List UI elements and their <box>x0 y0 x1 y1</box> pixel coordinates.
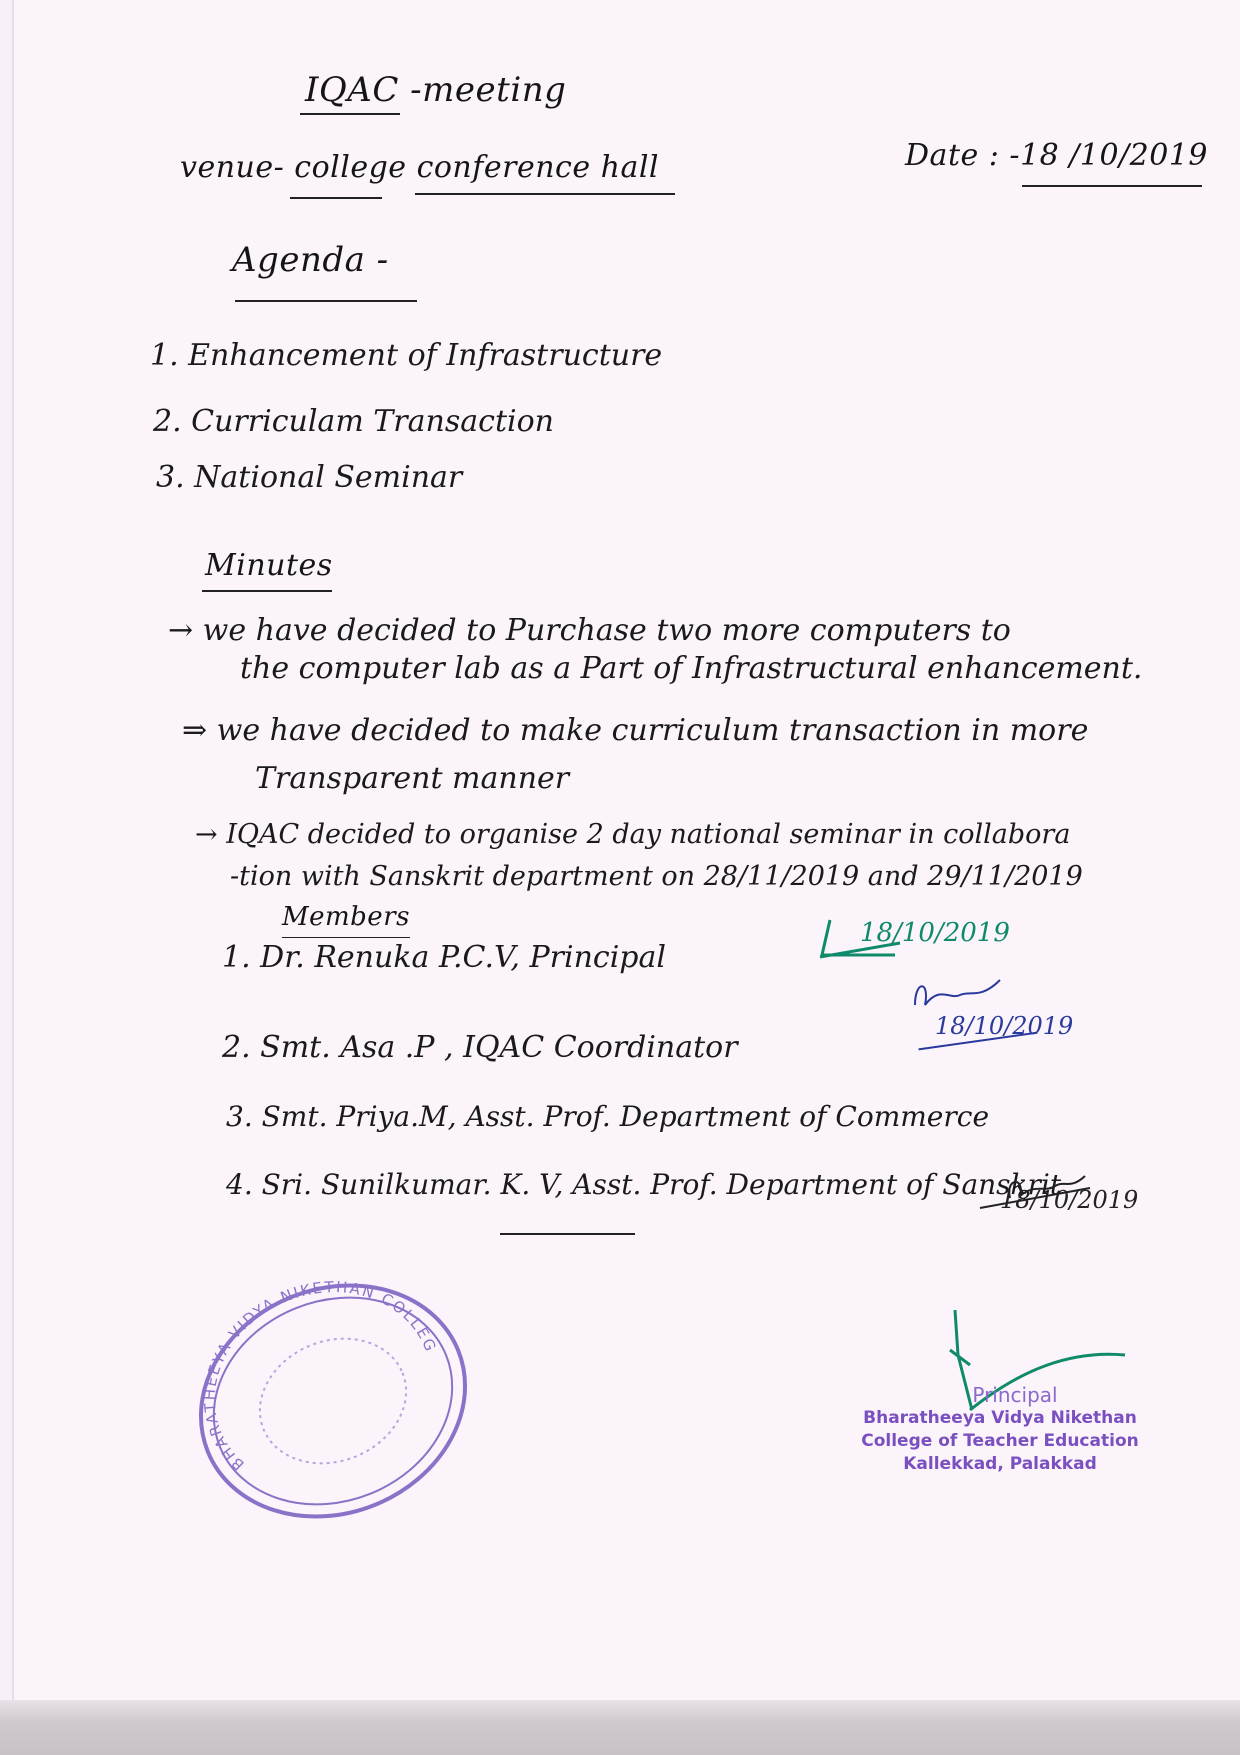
minute-line: the computer lab as a Part of Infrastructural enhancement. <box>240 651 1143 686</box>
agenda-underline <box>235 300 417 302</box>
minute-line: -tion with Sanskrit department on 28/11/2019 and 29/11/2019 <box>230 861 1083 892</box>
member-item: 3. Smt. Priya.M, Asst. Prof. Department of Commerce <box>226 1100 990 1133</box>
stamp-address: Kallekkad, Palakkad <box>903 1454 1097 1474</box>
minute-line: → IQAC decided to organise 2 day national seminar in collabora <box>195 819 1071 850</box>
minute-line: → we have decided to Purchase two more computers to <box>168 613 1011 648</box>
minutes-heading: Minutes <box>205 548 333 583</box>
meeting-date: Date : -18 /10/2019 <box>905 138 1209 173</box>
signature-date-coordinator: 18/10/2019 <box>935 1012 1074 1040</box>
stamp-principal: Principal <box>972 1383 1058 1407</box>
svg-text:BHARATHEEYA VIDYA NIKETHAN COL <box>188 1276 455 1487</box>
end-line <box>500 1233 635 1235</box>
college-seal <box>188 1276 478 1526</box>
agenda-item: 3. National Seminar <box>156 460 463 495</box>
agenda-item: 2. Curriculam Transaction <box>153 404 554 439</box>
signature-date-principal: 18/10/2019 <box>860 918 1010 948</box>
members-underline <box>282 937 410 938</box>
principal-stamp <box>840 1383 1160 1476</box>
date-underline <box>1022 185 1202 187</box>
title-underline <box>300 113 400 115</box>
member-item: 4. Sri. Sunilkumar. K. V, Asst. Prof. Department of Sanskrit <box>226 1168 1062 1201</box>
signature-date-sanskrit: 18/10/2019 <box>1000 1186 1139 1214</box>
members-heading: Members <box>282 902 410 932</box>
stamp-college-type: College of Teacher Education <box>861 1431 1139 1451</box>
page-title: IQAC -meeting <box>305 70 567 110</box>
minutes-underline <box>202 590 332 592</box>
venue-underline-1 <box>290 197 382 199</box>
minute-line: Transparent manner <box>255 761 570 796</box>
member-item: 2. Smt. Asa .P , IQAC Coordinator <box>222 1030 738 1065</box>
agenda-item: 1. Enhancement of Infrastructure <box>150 338 663 373</box>
minute-line: ⇒ we have decided to make curriculum transaction in more <box>182 713 1089 748</box>
seal-text: BHARATHEEYA VIDYA NIKETHAN COLLEGE <box>200 1277 441 1474</box>
stamp-college-name: Bharatheeya Vidya Nikethan <box>863 1408 1137 1428</box>
scan-edge <box>0 1700 1240 1755</box>
agenda-heading: Agenda - <box>232 240 389 280</box>
member-item: 1. Dr. Renuka P.C.V, Principal <box>222 940 666 975</box>
venue-underline-2 <box>415 193 675 195</box>
venue-text: venue- college conference hall <box>180 150 660 185</box>
